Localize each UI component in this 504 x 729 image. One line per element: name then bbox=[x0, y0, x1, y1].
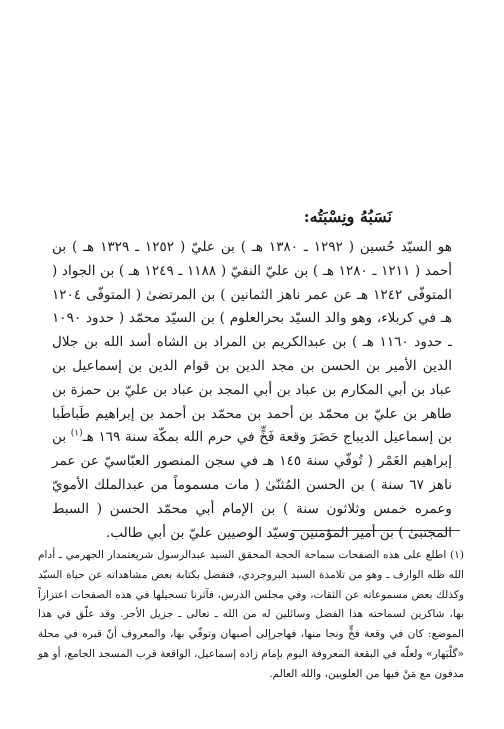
lineage-text-continued: بن إبراهيم الغَمْر ( تُوفّي سنة ١٤٥ هـ في سجن المنصور العبّاسيّ عن عمر ناهز ٦٧ سنة ) بن الحسن المُثنّىٰ ( مات مسموماً من عبدالملك الأمويّ وعمره خمس وثلاثون سنة ) بن الإمام أبي محمّد الحسن ( السبط المجتبىٰ ) بن أمير المؤمنين وسيّد الوصيين عليّ بن أبي طالب. bbox=[52, 429, 452, 541]
footnote-reference[interactable]: (١) bbox=[70, 428, 83, 439]
section-heading: نَسَبُهُ ونِسْبَتُه: bbox=[303, 207, 392, 226]
footnote-separator bbox=[292, 530, 460, 531]
footnote-text: (١) اطلع على هذه الصفحات سماحة الحجة المحقق السيد عبدالرسول شريعتمدار الجهرمي ـ أدام الله ظله الوارف ـ وهو من تلامذة السيد البروجردي، فتفضل بكتابة بعض مشاهداته عن حياة السيّد وكذلك بعض مسموعاته عن الثقات، وفي مجلس الدرس، فآثرنا تسجيلها في هذه الصفحات اعتزازاً بها، شاكرين لسماحته هذا الفضل وسائلين له من الله ـ تعالى ـ جزيل الأجر. وقد علّق في هذا الموضع: كان في وقعة فخٍّ ونجا منها، فهاجرإلى أصبهان وتوفّي بها، والمعروف أنّ قبره في محلة «گلْبَهار» ولعلّه في البقعة المعروفة اليوم بإمام زاده إسماعيل، الواقعة قرب المسجد الجامع، أو هو مدفون مع مَنْ فيها من العلويين، والله العالم. bbox=[38, 549, 464, 680]
lineage-paragraph bbox=[52, 236, 452, 545]
lineage-text: هو السيّد حُسين ( ١٢٩٢ ـ ١٣٨٠ هـ ) بن عليّ ( ١٢٥٢ ـ ١٣٢٩ هـ ) بن أحمد ( ١٢١١ ـ ١٢٨٠ هـ ) بن عليّ النقيّ ( ١١٨٨ ـ ١٢٤٩ هـ ) بن الجواد ( المتوفّى ١٢٤٢ هـ عن عمر ناهز الثمانين ) بن المرتضىٰ ( المتوفّى ١٢٠٤ هـ في كربلاء، وهو والد السيّد بحرالعلوم ) بن السيّد محمّد ( حدود ١٠٩٠ ـ حدود ١١٦٠ هـ ) بن عبدالكريم بن المراد بن الشاه أسد الله بن جلال الدين الأمير بن الحسن بن مجد الدين بن قوام الدين بن إسماعيل بن عباد بن أبي المكارم بن عباد بن أبي المجد بن عباد بن عليّ بن حمزة بن طاهر بن عليّ بن محمّد بن أحمد بن محمّد بن أحمد بن إبراهيم طَباطَبا بن إسماعيل الديباج حَضَرَ وقعة فَخٍّ في حرم الله بمكّة سنة ١٦٩ هـ bbox=[52, 239, 453, 446]
